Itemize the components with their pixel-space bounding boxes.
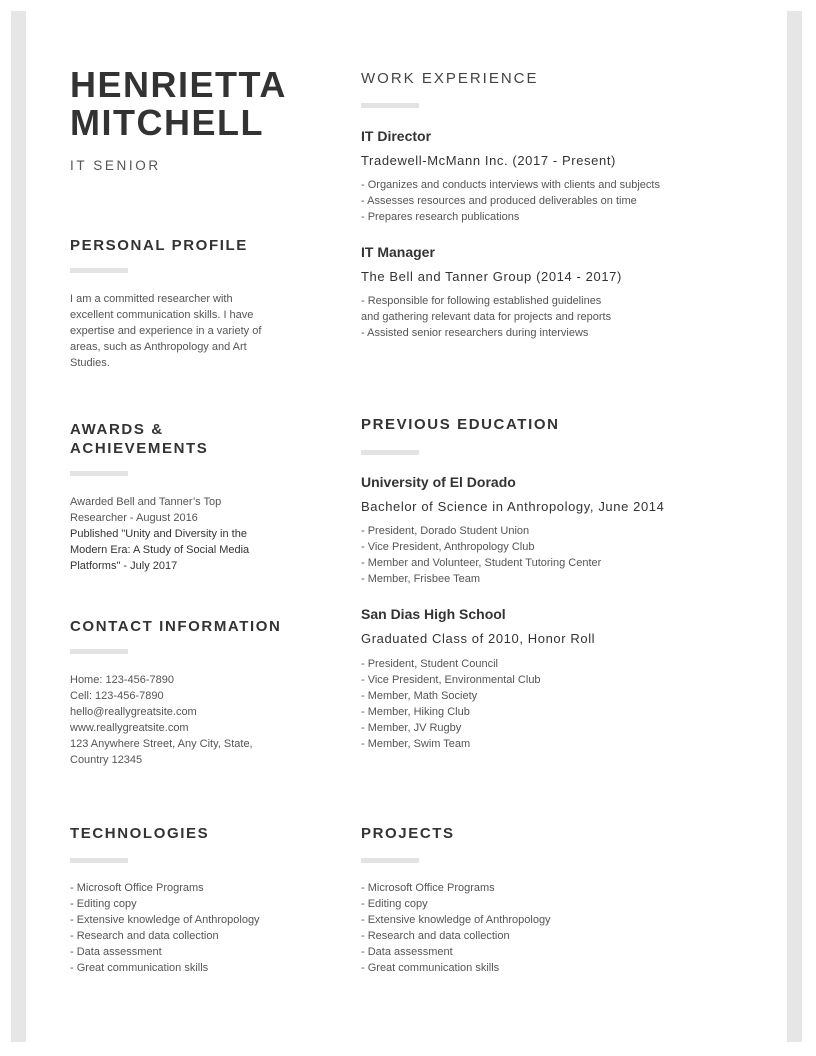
list-item: - Responsible for following established guidelines [361,295,602,307]
list-item: - Microsoft Office Programs [361,882,495,894]
technologies-list [70,880,260,976]
contact-address: 123 Anywhere Street, Any City, State, [70,738,253,750]
awards-text [70,494,249,574]
education-divider [361,450,419,455]
list-item: - Vice President, Anthropology Club [361,541,535,553]
contact-cell-phone: Cell: 123-456-7890 [70,690,164,702]
projects-list [361,880,551,976]
list-item: - Member, JV Rugby [361,722,462,734]
list-item: - Data assessment [70,946,162,958]
contact-heading: CONTACT INFORMATION [70,618,282,635]
awards-divider [70,471,128,476]
job-role: IT SENIOR [70,158,161,173]
award-line: Published "Unity and Diversity in the [70,528,247,540]
list-item: - Great communication skills [361,962,500,974]
list-item: - Organizes and conducts interviews with clients and subjects [361,179,660,191]
list-item: - Data assessment [361,946,453,958]
personal-profile-divider [70,268,128,273]
profile-line: I am a committed researcher with [70,293,233,305]
list-item: - Great communication skills [70,962,209,974]
work-experience-divider [361,103,419,108]
technologies-divider [70,858,128,863]
list-item: - Member and Volunteer, Student Tutoring Center [361,557,602,569]
list-item: - President, Dorado Student Union [361,525,530,537]
profile-line: Studies. [70,357,110,369]
list-item: - Assesses resources and produced deliverables on time [361,195,637,207]
contact-info [70,672,253,768]
award-line: Awarded Bell and Tanner’s Top [70,496,222,508]
award-line: Modern Era: A Study of Social Media [70,544,250,556]
contact-website: www.reallygreatsite.com [70,722,189,734]
contact-address: Country 12345 [70,754,143,766]
personal-profile-text [70,291,261,371]
contact-email: hello@reallygreatsite.com [70,706,197,718]
list-item: - Extensive knowledge of Anthropology [70,914,260,926]
list-item: - President, Student Council [361,658,498,670]
list-item: - Editing copy [70,898,137,910]
left-border-bar [11,11,26,1042]
personal-profile-heading: PERSONAL PROFILE [70,237,248,254]
award-line: Researcher - August 2016 [70,512,198,524]
list-item: - Member, Swim Team [361,738,471,750]
list-item: - Vice President, Environmental Club [361,674,541,686]
school-activities [361,523,601,587]
list-item: - Prepares research publications [361,211,520,223]
job-title: IT Manager [361,244,435,260]
list-item: - Microsoft Office Programs [70,882,204,894]
list-item: - Editing copy [361,898,428,910]
school-activities [361,656,541,752]
profile-line: excellent communication skills. I have [70,309,254,321]
job-duties [361,177,660,225]
list-item: - Extensive knowledge of Anthropology [361,914,551,926]
education-heading: PREVIOUS EDUCATION [361,416,560,433]
list-item: and gathering relevant data for projects and reports [361,311,612,323]
job-company: Tradewell-McMann Inc. (2017 - Present) [361,153,616,168]
school-name: San Dias High School [361,606,506,622]
school-name: University of El Dorado [361,474,516,490]
awards-heading [70,420,208,458]
job-company: The Bell and Tanner Group (2014 - 2017) [361,269,622,284]
list-item: - Research and data collection [70,930,219,942]
work-experience-heading: WORK EXPERIENCE [361,70,539,87]
list-item: - Assisted senior researchers during interviews [361,327,589,339]
list-item: - Member, Hiking Club [361,706,470,718]
list-item: - Member, Math Society [361,690,478,702]
contact-home-phone: Home: 123-456-7890 [70,674,174,686]
profile-line: expertise and experience in a variety of [70,325,262,337]
right-border-bar [787,11,802,1042]
job-title: IT Director [361,128,432,144]
projects-heading: PROJECTS [361,825,455,842]
job-duties [361,293,611,341]
list-item: - Member, Frisbee Team [361,573,481,585]
degree: Graduated Class of 2010, Honor Roll [361,631,596,646]
list-item: - Research and data collection [361,930,510,942]
resume-name [70,66,330,142]
awards-heading-line: ACHIEVEMENTS [70,440,209,457]
name-last: MITCHELL [70,102,264,143]
profile-line: areas, such as Anthropology and Art [70,341,247,353]
contact-divider [70,649,128,654]
awards-heading-line: AWARDS & [70,421,164,438]
technologies-heading: TECHNOLOGIES [70,825,210,842]
projects-divider [361,858,419,863]
degree: Bachelor of Science in Anthropology, June 2014 [361,499,665,514]
award-line: Platforms" - July 2017 [70,560,178,572]
name-first: HENRIETTA [70,64,287,105]
